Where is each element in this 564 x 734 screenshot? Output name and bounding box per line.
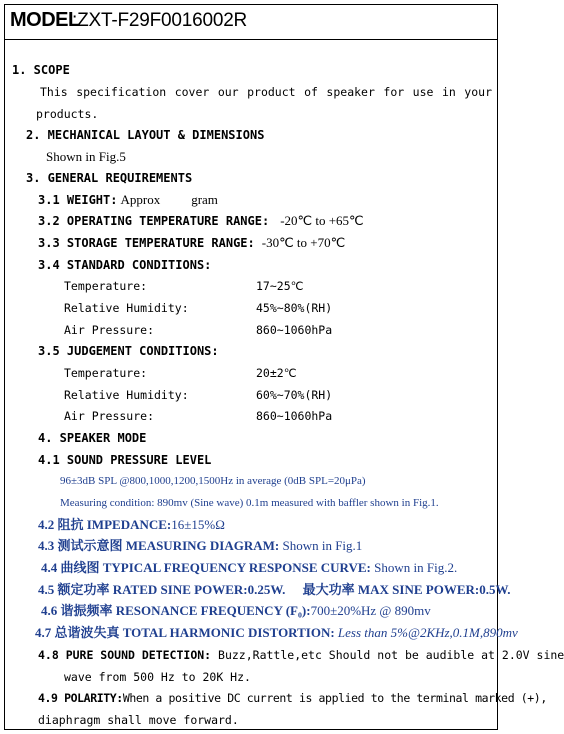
judgement-humidity-value: 60%~70%(RH) xyxy=(256,388,333,402)
thd-row xyxy=(35,624,518,642)
impedance-label: 4.2 阻抗 IMPEDANCE: xyxy=(38,517,172,532)
standard-humidity-value: 45%~80%(RH) xyxy=(256,301,333,315)
frequency-label: 4.4 曲线图 TYPICAL FREQUENCY RESPONSE CURVE: xyxy=(41,560,371,575)
operating-row xyxy=(38,212,364,230)
measuring-row xyxy=(38,537,362,555)
operating-value: -20℃ to +65℃ xyxy=(280,213,364,228)
weight-label: 3.1 WEIGHT: xyxy=(38,193,118,207)
thd-label: 4.7 总谐波失真 TOTAL HARMONIC DISTORTION: xyxy=(35,625,335,640)
pure-line-2: wave from 500 Hz to 20K Hz. xyxy=(64,670,251,684)
scope-line-2: products. xyxy=(36,107,99,121)
spl-line-1: 96±3dB SPL @800,1000,1200,1500Hz in average (0dB SPL=20μPa) xyxy=(60,475,366,487)
power-row xyxy=(38,581,511,599)
impedance-row xyxy=(38,516,225,534)
general-heading: 3. GENERAL REQUIREMENTS xyxy=(26,171,193,185)
pure-line-1: Buzz,Rattle,etc Should not be audible at 2.0V sine xyxy=(218,648,564,662)
storage-label: 3.3 STORAGE TEMPERATURE RANGE: xyxy=(38,236,255,250)
pure-row xyxy=(38,646,564,664)
weight-unit: gram xyxy=(191,192,218,207)
spl-line-2: Measuring condition: 890mv (Sine wave) 0.1m measured with baffler shown in Fig.1. xyxy=(60,497,439,509)
model-label: MODEL xyxy=(10,9,80,31)
resonance-row xyxy=(41,602,431,620)
standard-humidity-label: Relative Humidity: xyxy=(64,301,189,315)
storage-value: -30℃ to +70℃ xyxy=(261,235,346,250)
standard-temperature-value: 17~25℃ xyxy=(256,279,304,293)
judgement-humidity-label: Relative Humidity: xyxy=(64,388,189,402)
judgement-heading: 3.5 JUDGEMENT CONDITIONS: xyxy=(38,344,219,358)
resonance-label: 4.6 谐振频率 RESONANCE FREQUENCY (F₀): xyxy=(41,603,311,618)
judgement-temperature-label: Temperature: xyxy=(64,366,148,380)
spl-heading: 4.1 SOUND PRESSURE LEVEL xyxy=(38,453,212,467)
scope-heading: 1. SCOPE xyxy=(12,63,70,77)
scope-line-1: This specification cover our product of speaker for use in your xyxy=(40,85,492,99)
judgement-temperature-value: 20±2℃ xyxy=(256,366,297,380)
impedance-value: 16±15%Ω xyxy=(171,517,225,532)
operating-label: 3.2 OPERATING TEMPERATURE RANGE: xyxy=(38,214,270,228)
thd-value: Less than 5%@2KHz,0.1M,890mv xyxy=(337,625,518,640)
frequency-value: Shown in Fig.2. xyxy=(374,560,458,575)
standard-pressure-label: Air Pressure: xyxy=(64,323,155,337)
polarity-line-1: When a positive DC current is applied to the terminal marked (+), xyxy=(122,691,547,705)
standard-heading: 3.4 STANDARD CONDITIONS: xyxy=(38,258,212,272)
mechanical-heading: 2. MECHANICAL LAYOUT & DIMENSIONS xyxy=(26,128,265,142)
judgement-pressure-value: 860~1060hPa xyxy=(256,409,333,423)
model-header xyxy=(4,4,498,40)
speaker-heading: 4. SPEAKER MODE xyxy=(38,431,147,445)
measuring-label: 4.3 测试示意图 MEASURING DIAGRAM: xyxy=(38,538,280,553)
frequency-row xyxy=(41,559,457,577)
resonance-value: 700±20%Hz @ 890mv xyxy=(310,603,431,618)
polarity-row xyxy=(38,689,547,707)
weight-text: Approx xyxy=(120,192,161,207)
model-number: :ZXT-F29F0016002R xyxy=(72,10,248,31)
standard-pressure-value: 860~1060hPa xyxy=(256,323,333,337)
weight-row xyxy=(38,191,218,209)
polarity-label: 4.9 POLARITY: xyxy=(38,691,123,705)
rated-power-label: 4.5 额定功率 RATED SINE POWER:0.25W. xyxy=(38,582,286,597)
mechanical-text: Shown in Fig.5 xyxy=(46,149,126,164)
storage-row xyxy=(38,234,345,252)
judgement-pressure-label: Air Pressure: xyxy=(64,409,155,423)
max-power-label: 最大功率 MAX SINE POWER:0.5W. xyxy=(302,582,511,597)
polarity-line-2: diaphragm shall move forward. xyxy=(38,713,239,727)
measuring-value: Shown in Fig.1 xyxy=(282,538,363,553)
pure-label: 4.8 PURE SOUND DETECTION: xyxy=(38,648,212,662)
standard-temperature-label: Temperature: xyxy=(64,279,148,293)
